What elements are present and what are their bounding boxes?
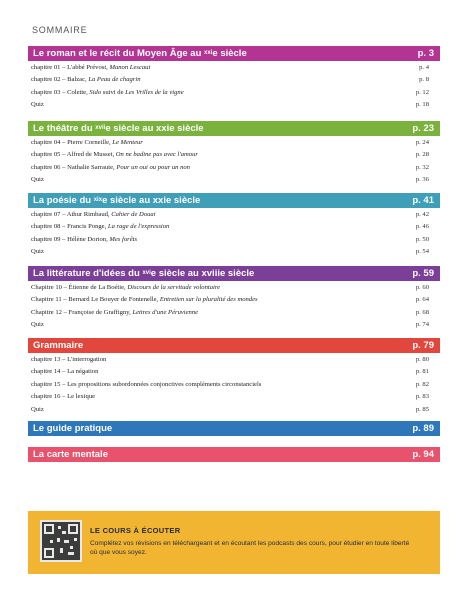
entry-page: p. 46 (415, 223, 429, 230)
toc-entry[interactable] (31, 209, 429, 219)
banner-text: Complétez vos révisions en téléchargeant et en écoutant les podcasts des cours, pour étudier en toute liberté où que vous soyez. (90, 540, 410, 556)
section-title: Le guide pratique (33, 423, 113, 434)
entry-page: p. 42 (415, 210, 429, 218)
entry-label: chapitre 03 – Colette, Sido suivi de Les Vrilles de la vigne (31, 88, 184, 96)
toc-entry[interactable] (31, 62, 429, 72)
qr-code-icon[interactable] (40, 520, 82, 562)
section-page: p. 59 (412, 268, 434, 279)
toc-entry[interactable] (31, 307, 429, 317)
entry-page: p. 4 (419, 63, 429, 71)
entry-page: p. 82 (415, 380, 429, 388)
toc-entry[interactable] (31, 392, 429, 402)
entry-label: Quiz (31, 405, 44, 413)
section-page: p. 3 (417, 48, 434, 59)
entry-label: chapitre 14 – La négation (31, 368, 99, 375)
qr-module (64, 540, 69, 543)
entry-page: p. 80 (415, 355, 429, 363)
section-page: p. 41 (412, 195, 434, 206)
toc-entry[interactable] (31, 247, 429, 257)
entry-page: p. 60 (415, 283, 429, 291)
entry-page: p. 74 (415, 321, 429, 328)
entry-page: p. 12 (415, 88, 429, 96)
toc-entry[interactable] (31, 75, 429, 85)
section-title: Le roman et le récit du Moyen Âge au $^{xxi}$e siècle (33, 48, 247, 59)
entry-page: p. 54 (415, 248, 429, 255)
entry-page: p. 68 (415, 308, 429, 316)
section-header[interactable] (28, 193, 440, 208)
toc-entry[interactable] (31, 282, 429, 292)
entry-label: chapitre 09 – Hélène Dorion, Mes forêts (31, 235, 138, 243)
section-header[interactable] (28, 121, 440, 136)
entry-label: chapitre 08 – Francis Ponge, La rage de l'expression (31, 223, 170, 230)
section-header[interactable] (28, 46, 440, 61)
toc-entry[interactable] (31, 100, 429, 110)
section-page: p. 89 (412, 423, 434, 434)
entry-page: p. 8 (419, 76, 429, 83)
toc-entry[interactable] (31, 404, 429, 414)
qr-module (70, 546, 73, 549)
entry-label: chapitre 02 – Balzac, La Peau de chagrin (31, 76, 141, 83)
toc-entry[interactable] (31, 320, 429, 330)
podcast-banner (28, 511, 440, 574)
entry-page: p. 85 (415, 405, 429, 413)
section-header[interactable] (28, 447, 440, 462)
qr-module (62, 531, 66, 534)
qr-module (50, 540, 53, 543)
entry-label: chapitre 15 – Les propositions subordonnées conjonctives compléments circonstanciels (31, 380, 262, 388)
qr-module (68, 552, 74, 555)
entry-page: p. 36 (415, 176, 429, 183)
entry-page: p. 83 (415, 393, 429, 400)
qr-module (58, 526, 61, 529)
entry-label: Quiz (31, 248, 44, 255)
entry-label: chapitre 05 – Alfred de Musset, On ne badine pas avec l'amour (31, 151, 198, 158)
toc-entry[interactable] (31, 150, 429, 160)
page-title: SOMMAIRE (32, 25, 88, 35)
toc-entry[interactable] (31, 222, 429, 232)
entry-page: p. 24 (415, 138, 429, 146)
entry-label: chapitre 06 – Nathalie Sarraute, Pour un oui ou pour un non (31, 163, 190, 171)
section-page: p. 23 (412, 123, 434, 134)
entry-label: chapitre 13 – L'interrogation (31, 355, 107, 363)
qr-module (60, 548, 63, 553)
toc-entry[interactable] (31, 354, 429, 364)
entry-label: chapitre 04 – Pierre Corneille, Le Menteur (31, 138, 143, 146)
section-title: La carte mentale (33, 449, 108, 460)
section-header[interactable] (28, 338, 440, 353)
toc-entry[interactable] (31, 379, 429, 389)
qr-finder (68, 524, 78, 534)
entry-label: chapitre 07 – Athur Rimbaud, Cahier de Douai (31, 210, 156, 218)
qr-finder (44, 548, 54, 558)
qr-module (74, 538, 77, 541)
entry-label: chapitre 01 – L'abbé Prévost, Manon Lescaut (31, 63, 151, 71)
entry-page: p. 64 (415, 296, 429, 303)
section-header[interactable] (28, 266, 440, 281)
section-page: p. 79 (412, 340, 434, 351)
section-title: La poésie du $^{xix}$e siècle au xxie siècle (33, 195, 201, 206)
toc-entry[interactable] (31, 295, 429, 305)
toc-entry[interactable] (31, 234, 429, 244)
toc-entry[interactable] (31, 367, 429, 377)
section-page: p. 94 (412, 449, 434, 460)
entry-label: Quiz (31, 321, 44, 328)
entry-page: p. 28 (415, 151, 429, 158)
qr-finder (44, 524, 54, 534)
qr-module (57, 538, 60, 542)
entry-label: Chapitre 11 – Bernard Le Bouyer de Fontenelle, Entretien sur la pluralité des mondes (31, 296, 258, 303)
entry-label: Chapitre 10 – Étienne de La Boétie, Discours de la servitude volontaire (31, 283, 221, 291)
entry-page: p. 32 (415, 163, 429, 171)
section-title: La littérature d'idées du $^{xvi}$e siècle au xviiie siècle (33, 268, 255, 279)
entry-label: Quiz (31, 101, 44, 108)
entry-label: chapitre 16 – Le lexique (31, 393, 96, 400)
entry-label: Quiz (31, 176, 44, 183)
entry-label: Chapitre 12 – Françoise de Graffigny, Lettres d'une Péruvienne (31, 308, 199, 316)
entry-page: p. 81 (415, 368, 429, 375)
toc-entry[interactable] (31, 87, 429, 97)
toc-entry[interactable] (31, 175, 429, 185)
toc-entry[interactable] (31, 137, 429, 147)
section-title: Grammaire (33, 340, 84, 351)
banner-title: LE COURS À ÉCOUTER (90, 526, 181, 535)
section-title: Le théâtre du $^{xvii}$e siècle au xxie siècle (33, 123, 204, 134)
entry-page: p. 18 (415, 101, 429, 108)
toc-entry[interactable] (31, 162, 429, 172)
entry-page: p. 50 (415, 235, 429, 243)
section-header[interactable] (28, 421, 440, 436)
